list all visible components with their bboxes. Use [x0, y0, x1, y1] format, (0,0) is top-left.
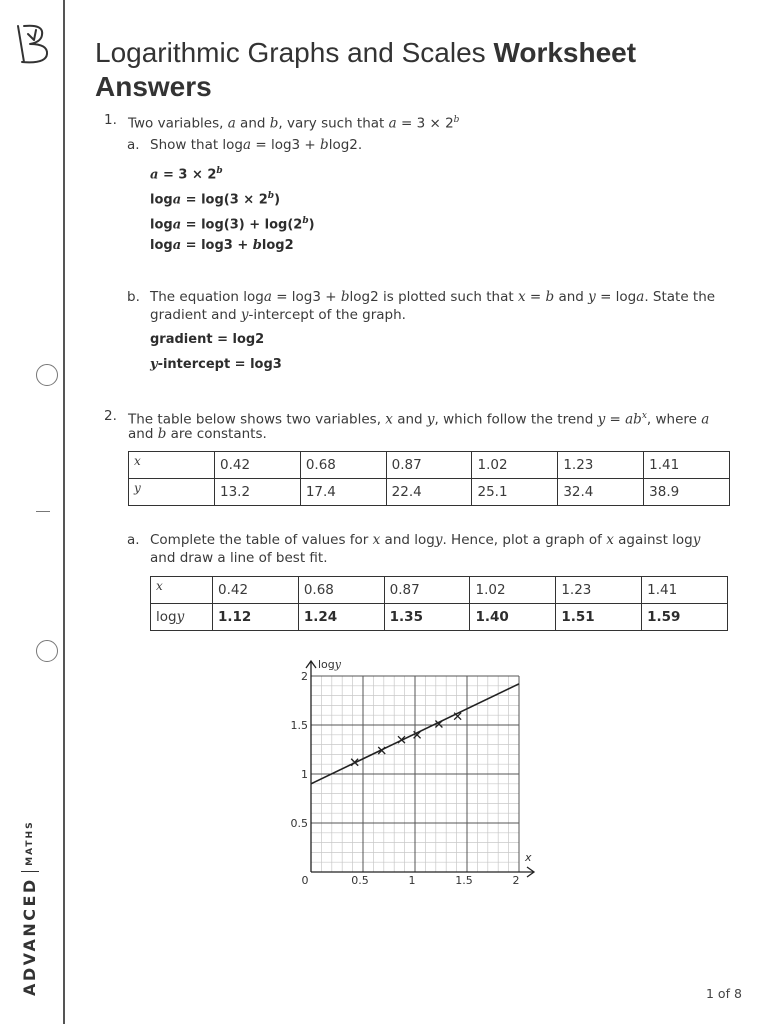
- table-cell: 0.68: [300, 452, 386, 479]
- data-points: [351, 713, 461, 766]
- table-cell: 1.59: [642, 604, 728, 631]
- table-cell: 1.41: [644, 452, 730, 479]
- x-axis-label: x: [525, 851, 532, 864]
- table-cell: y: [129, 479, 215, 506]
- answer-step-3: $\log a = \log(3) + \log(2^b)$: [150, 216, 315, 233]
- y-axis-label: logy: [318, 658, 341, 671]
- table-cell: 22.4: [386, 479, 472, 506]
- question-2a-text-line2: and draw a line of best fit.: [150, 550, 328, 566]
- y-tick-label: 1: [301, 768, 308, 781]
- table-cell: 32.4: [558, 479, 644, 506]
- table-cell: 1.12: [213, 604, 299, 631]
- table-cell: 17.4: [300, 479, 386, 506]
- answer-step-1: $a = 3 \times 2^b$: [150, 166, 223, 183]
- x-tick-label: 2: [512, 874, 520, 887]
- answer-step-4: loga = log3 + blog2: [150, 238, 294, 253]
- table-cell: 0.42: [215, 452, 301, 479]
- table-cell: 0.87: [384, 577, 470, 604]
- x-tick-label: 1.5: [455, 874, 473, 887]
- question-1-text: Two variables, a and b, vary such that $a = 3 \times 2^b$: [128, 115, 460, 132]
- question-number-1: 1.: [104, 112, 117, 128]
- x-tick-label: 0: [301, 874, 309, 887]
- table-cell: logy: [151, 604, 213, 631]
- table-cell: 0.42: [213, 577, 299, 604]
- table-cell: 1.40: [470, 604, 556, 631]
- x-tick-label: 1: [408, 874, 416, 887]
- question-2a-label: a.: [127, 532, 140, 548]
- table-cell: 1.51: [556, 604, 642, 631]
- question-1b-text: The equation loga = log3 + blog2 is plotted such that x = b and y = loga. State the: [150, 289, 716, 305]
- answer-step-2: $\log a = \log(3 \times 2^b)$: [150, 191, 281, 208]
- page-number: 1 of 8: [706, 986, 742, 1001]
- table-cell: 1.23: [558, 452, 644, 479]
- table-cell: 1.24: [298, 604, 384, 631]
- y-tick-label: 1.5: [290, 719, 308, 732]
- y-tick-label: 2: [301, 670, 308, 683]
- table-cell: 0.87: [386, 452, 472, 479]
- table-cell: 1.41: [642, 577, 728, 604]
- table-cell: 25.1: [472, 479, 558, 506]
- question-1a-text: Show that loga = log3 + blog2.: [150, 137, 363, 153]
- table-cell: 13.2: [215, 479, 301, 506]
- question-2-text-line2: and b are constants.: [128, 426, 267, 442]
- table-cell: 38.9: [644, 479, 730, 506]
- question-1b-label: b.: [127, 289, 140, 305]
- question-1a-label: a.: [127, 137, 140, 153]
- y-tick-label: 0.5: [290, 817, 308, 830]
- answer-intercept: y-intercept = log3: [150, 357, 282, 372]
- table-cell: 1.35: [384, 604, 470, 631]
- page-title: Logarithmic Graphs and Scales Worksheet Answers: [95, 37, 637, 102]
- answer-gradient: gradient = log2: [150, 332, 265, 347]
- table-cell: 1.23: [556, 577, 642, 604]
- x-tick-label: 0.5: [351, 874, 369, 887]
- question-2-text: The table below shows two variables, x and y, which follow the trend $y = ab^x$, where a: [128, 411, 710, 428]
- table-cell: 1.02: [472, 452, 558, 479]
- table-cell: 0.68: [298, 577, 384, 604]
- brand-wordmark: ADVANCED MATHS: [20, 820, 39, 996]
- question-1b-text-line2: gradient and y-intercept of the graph.: [150, 307, 406, 323]
- table-cell: x: [151, 577, 213, 604]
- table-cell: x: [129, 452, 215, 479]
- question-2a-text: Complete the table of values for x and logy. Hence, plot a graph of x against logy: [150, 532, 701, 548]
- question-number-2: 2.: [104, 408, 117, 424]
- table-cell: 1.02: [470, 577, 556, 604]
